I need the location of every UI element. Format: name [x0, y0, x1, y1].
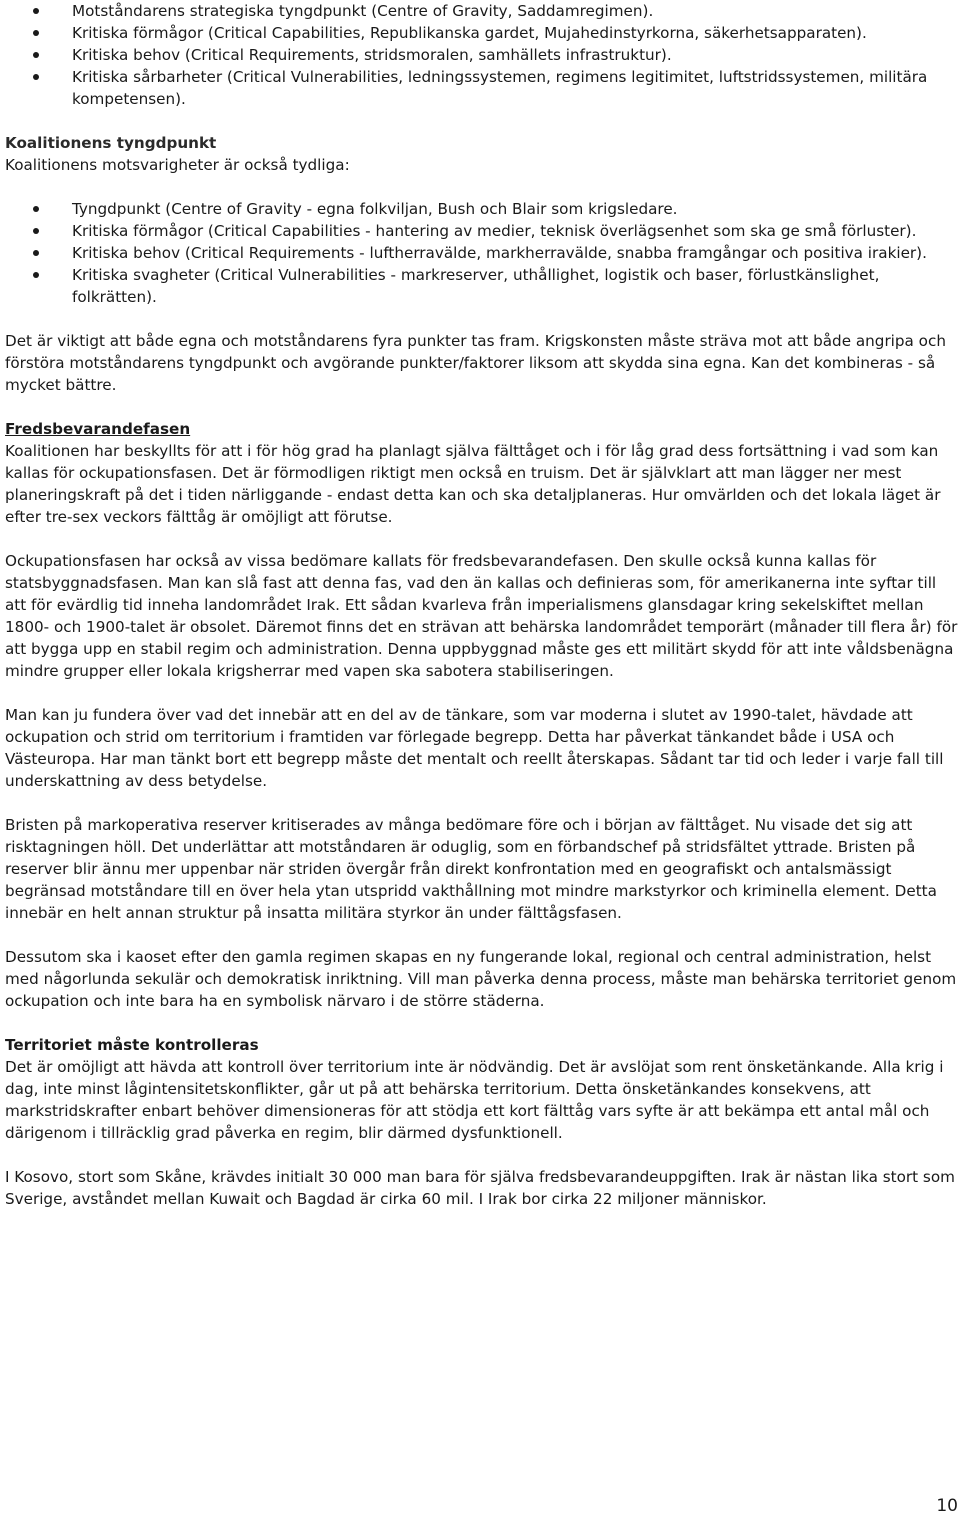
paragraph: Dessutom ska i kaoset efter den gamla regimen skapas en ny fungerande lokal, regional och central administration, helst med någorlunda sekulär och demokratisk inriktning. Vill man påverka denna process, måste man behärska territoriet genom ockupation och inte bara ha en symbolisk närvaro i de större städerna. — [5, 948, 957, 1010]
spacer — [5, 308, 960, 330]
list-item — [5, 242, 960, 264]
list-item-text: Kritiska förmågor (Critical Capabilities - hantering av medier, teknisk överlägsenhet som ska ge små förluster). — [72, 222, 917, 240]
bullet-icon — [33, 74, 39, 80]
paragraph: I Kosovo, stort som Skåne, krävdes initialt 30 000 man bara för själva fredsbevarandeuppgiften. Irak är nästan lika stort som Sverige, avståndet mellan Kuwait och Bagdad är cirka 60 mil. I Irak bor cirka 22 miljoner människor. — [5, 1168, 955, 1208]
list-item-text: Kritiska sårbarheter (Critical Vulnerabilities, ledningssystemen, regimens legitimitet, luftstridssystemen, militära kompetensen). — [72, 68, 928, 108]
bullet-icon — [33, 272, 39, 278]
document-page — [5, 0, 960, 1210]
paragraph: Ockupationsfasen har också av vissa bedömare kallats för fredsbevarandefasen. Den skulle också kunna kallas för statsbyggnadsfasen. Man kan slå fast att denna fas, vad den än kallas och definieras som, för amerikanerna inte syftar till att för evärdlig tid inneha landområdet Irak. Ett sådan kvarleva från imperialismens glansdagar kring sekelskiftet mellan 1800- och 1900-talet är obsolet. Däremot finns det en strävan att behärska landområdet temporärt (månader till flera år) för att bygga upp en stabil regim och administration. Denna uppbyggnad måste ges ett militärt skydd för att inte våldsbenägna mindre grupper eller lokala krigsherrar med vapen ska sabotera stabiliseringen. — [5, 552, 958, 680]
spacer — [5, 682, 960, 704]
paragraph-viktigt: Det är viktigt att både egna och motståndarens fyra punkter tas fram. Krigskonsten måste sträva mot att både angripa och förstöra motståndarens tyngdpunkt och avgörande punkter/faktorer liksom att skydda sina egna. Kan det kombineras - så mycket bättre. — [5, 332, 946, 394]
spacer — [5, 1144, 960, 1166]
list-item — [5, 220, 960, 242]
paragraph: Koalitionen har beskyllts för att i för hög grad ha planlagt själva fälttåget och i för låg grad dess fortsättning i vad som kan kallas för ockupationsfasen. Det är förmodligen riktigt men också en truism. Det är självklart att man lägger ner mest planeringskraft på det i tiden närliggande - endast detta kan och ska detaljplaneras. Hur omvärlden och det lokala läget är efter tre-sex veckors fälttåg är omöjligt att förutse. — [5, 442, 941, 526]
list-item — [5, 264, 960, 308]
koalition-bullet-list — [5, 198, 960, 308]
bullet-icon — [33, 250, 39, 256]
list-item — [5, 0, 960, 22]
bullet-icon — [33, 206, 39, 212]
bullet-icon — [33, 8, 39, 14]
list-item-text: Kritiska förmågor (Critical Capabilities, Republikanska gardet, Mujahedinstyrkorna, säkerhetsapparaten). — [72, 24, 867, 42]
paragraph: Man kan ju fundera över vad det innebär att en del av de tänkare, som var moderna i slutet av 1990-talet, hävdade att ockupation och strid om territorium i framtiden var förlegade begrepp. Detta har påverkat tänkandet både i USA och Västeuropa. Har man tänkt bort ett begrepp måste det mentalt och reellt återskapas. Sådant tar tid och leder i varje fall till underskattning av dess betydelse. — [5, 706, 944, 790]
bullet-icon — [33, 30, 39, 36]
bullet-icon — [33, 228, 39, 234]
top-bullet-list — [5, 0, 960, 110]
section-heading-koalitionens-tyngdpunkt: Koalitionens tyngdpunkt — [5, 134, 217, 152]
spacer — [5, 924, 960, 946]
list-item — [5, 44, 960, 66]
list-item — [5, 22, 960, 44]
spacer — [5, 176, 960, 198]
list-item — [5, 198, 960, 220]
list-item-text: Motståndarens strategiska tyngdpunkt (Centre of Gravity, Saddamregimen). — [72, 2, 654, 20]
list-item-text: Kritiska svagheter (Critical Vulnerabilities - markreserver, uthållighet, logistik och baser, förlustkänslighet, folkrätten). — [72, 266, 880, 306]
koalition-intro: Koalitionens motsvarigheter är också tydliga: — [5, 156, 350, 174]
spacer — [5, 1012, 960, 1034]
paragraph: Det är omöjligt att hävda att kontroll över territorium inte är nödvändig. Det är avslöjat som rent önsketänkande. Alla krig i dag, inte minst lågintensitetskonflikter, går ut på att behärska territorium. Detta önsketänkandes konsekvens, att markstridskrafter enbart behöver dimensioneras för att stödja ett kort fälttåg vars syfte är att bekämpa ett antal mål och därigenom i tillräcklig grad påverka en regim, blir därmed dysfunktionell. — [5, 1058, 944, 1142]
spacer — [5, 792, 960, 814]
spacer — [5, 396, 960, 418]
section-heading-fredsbevarandefasen: Fredsbevarandefasen — [5, 420, 191, 438]
section-heading-territoriet: Territoriet måste kontrolleras — [5, 1036, 259, 1054]
page-number: 10 — [936, 1496, 958, 1516]
spacer — [5, 528, 960, 550]
list-item-text: Kritiska behov (Critical Requirements, stridsmoralen, samhällets infrastruktur). — [72, 46, 672, 64]
list-item-text: Kritiska behov (Critical Requirements - luftherravälde, markherravälde, snabba framgångar och positiva irakier). — [72, 244, 927, 262]
paragraph: Bristen på markoperativa reserver kritiserades av många bedömare före och i början av fälttåget. Nu visade det sig att risktagningen höll. Det underlättar att motståndaren är oduglig, som en förbandschef på stridsfältet yttrade. Bristen på reserver blir ännu mer uppenbar när striden övergår från direkt konfrontation med en geografiskt och antalsmässigt begränsad motståndare till en över hela ytan utspridd vakthållning mot mindre markstyrkor och kriminella element. Detta innebär en helt annan struktur på insatta militära styrkor än under fälttågsfasen. — [5, 816, 937, 922]
list-item — [5, 66, 960, 110]
bullet-icon — [33, 52, 39, 58]
list-item-text: Tyngdpunkt (Centre of Gravity - egna folkviljan, Bush och Blair som krigsledare. — [72, 200, 678, 218]
spacer — [5, 110, 960, 132]
